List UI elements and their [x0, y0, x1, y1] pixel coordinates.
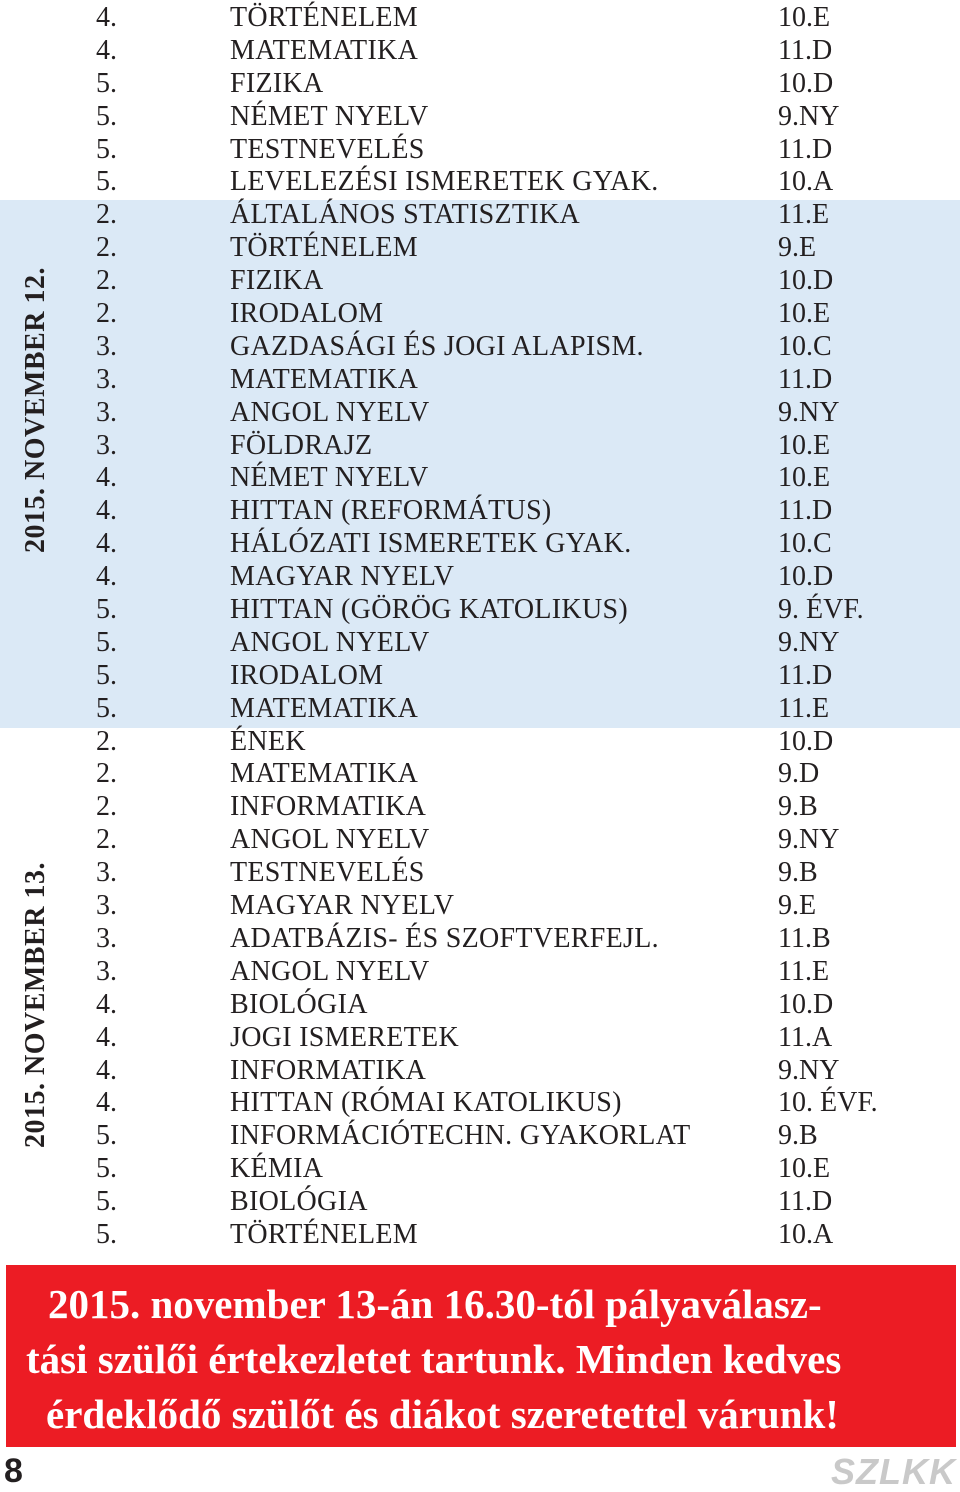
lesson-hour: 2. — [96, 824, 117, 856]
lesson-hour: 3. — [96, 890, 117, 922]
subject-name: NÉMET NYELV — [230, 462, 429, 494]
table-row — [0, 134, 960, 167]
subject-name: IRODALOM — [230, 659, 384, 691]
subject-name: TÖRTÉNELEM — [230, 232, 418, 264]
lesson-hour: 5. — [96, 1153, 117, 1185]
table-row — [0, 101, 960, 134]
table-row — [0, 1186, 960, 1219]
table-row — [0, 166, 960, 199]
table-row — [0, 824, 960, 857]
table-row — [0, 561, 960, 594]
class-name: 9.B — [778, 857, 818, 889]
lesson-hour: 3. — [96, 922, 117, 954]
table-row — [0, 791, 960, 824]
class-name: 10.D — [778, 67, 834, 99]
table-row — [0, 2, 960, 35]
table-row — [0, 364, 960, 397]
class-name: 10.C — [778, 330, 832, 362]
table-row — [0, 890, 960, 923]
table-row — [0, 989, 960, 1022]
table-row — [0, 726, 960, 759]
class-name: 9.B — [778, 1120, 818, 1152]
table-row — [0, 397, 960, 430]
lesson-hour: 3. — [96, 857, 117, 889]
class-name: 11.E — [778, 955, 830, 987]
subject-name: ÁLTALÁNOS STATISZTIKA — [230, 199, 580, 231]
class-name: 11.D — [778, 363, 833, 395]
table-row — [0, 232, 960, 265]
class-name: 10.D — [778, 265, 834, 297]
lesson-hour: 5. — [96, 133, 117, 165]
class-name: 10.C — [778, 528, 832, 560]
lesson-hour: 2. — [96, 199, 117, 231]
class-name: 11.E — [778, 199, 830, 231]
table-row — [0, 660, 960, 693]
lesson-hour: 3. — [96, 363, 117, 395]
subject-name: JOGI ISMERETEK — [230, 1021, 459, 1053]
subject-name: HITTAN (GÖRÖG KATOLIKUS) — [230, 594, 628, 626]
date-label-nov13-text: 2015. NOVEMBER 13. — [20, 862, 51, 1148]
subject-name: INFORMÁCIÓTECHN. GYAKORLAT — [230, 1120, 691, 1152]
subject-name: TESTNEVELÉS — [230, 857, 425, 889]
logo: SZLKK — [831, 1451, 956, 1492]
table-row — [0, 627, 960, 660]
table-row — [0, 1153, 960, 1186]
table-row — [0, 462, 960, 495]
table-row — [0, 528, 960, 561]
class-name: 9.B — [778, 791, 818, 823]
table-row — [0, 495, 960, 528]
lesson-hour: 2. — [96, 265, 117, 297]
table-row — [0, 956, 960, 989]
class-name: 10.E — [778, 429, 831, 461]
lesson-hour: 3. — [96, 955, 117, 987]
class-name: 9.NY — [778, 396, 840, 428]
table-row — [0, 923, 960, 956]
subject-name: ÉNEK — [230, 725, 306, 757]
subject-name: GAZDASÁGI ÉS JOGI ALAPISM. — [230, 330, 644, 362]
table-row — [0, 1087, 960, 1120]
table-row — [0, 430, 960, 463]
class-name: 11.D — [778, 1186, 833, 1218]
lesson-hour: 5. — [96, 67, 117, 99]
class-name: 9.D — [778, 758, 820, 790]
subject-name: MATEMATIKA — [230, 363, 419, 395]
table-row — [0, 1022, 960, 1055]
lesson-hour: 4. — [96, 1054, 117, 1086]
lesson-hour: 4. — [96, 988, 117, 1020]
class-name: 10.D — [778, 725, 834, 757]
subject-name: FIZIKA — [230, 265, 324, 297]
lesson-hour: 2. — [96, 758, 117, 790]
class-name: 10.E — [778, 462, 831, 494]
date-label-nov12-text: 2015. NOVEMBER 12. — [20, 267, 51, 553]
lesson-hour: 2. — [96, 725, 117, 757]
subject-name: NÉMET NYELV — [230, 100, 429, 132]
subject-name: FIZIKA — [230, 67, 324, 99]
class-name: 11.A — [778, 1021, 833, 1053]
lesson-hour: 4. — [96, 1021, 117, 1053]
subject-name: HÁLÓZATI ISMERETEK GYAK. — [230, 528, 632, 560]
class-name: 11.D — [778, 133, 833, 165]
table-row — [0, 331, 960, 364]
class-name: 11.E — [778, 692, 830, 724]
subject-name: ANGOL NYELV — [230, 955, 430, 987]
table-row — [0, 1120, 960, 1153]
class-name: 10.A — [778, 1218, 834, 1250]
table-row — [0, 265, 960, 298]
notice-line: tási szülői értekezletet tartunk. Minden kedves — [26, 1336, 842, 1382]
lesson-hour: 5. — [96, 594, 117, 626]
lesson-hour: 4. — [96, 462, 117, 494]
class-name: 10.A — [778, 166, 834, 198]
table-row — [0, 1055, 960, 1088]
table-row — [0, 857, 960, 890]
subject-name: TÖRTÉNELEM — [230, 2, 418, 33]
class-name: 9. ÉVF. — [778, 594, 864, 626]
class-name: 11.D — [778, 34, 833, 66]
subject-name: BIOLÓGIA — [230, 1186, 368, 1218]
subject-name: ANGOL NYELV — [230, 396, 430, 428]
lesson-hour: 4. — [96, 34, 117, 66]
lesson-hour: 4. — [96, 1087, 117, 1119]
lesson-hour: 2. — [96, 298, 117, 330]
subject-name: MATEMATIKA — [230, 692, 419, 724]
subject-name: INFORMATIKA — [230, 1054, 427, 1086]
subject-name: LEVELEZÉSI ISMERETEK GYAK. — [230, 166, 659, 198]
table-row — [0, 758, 960, 791]
subject-name: MAGYAR NYELV — [230, 561, 455, 593]
class-name: 9.E — [778, 232, 817, 264]
notice-box — [6, 1265, 956, 1447]
class-name: 10.E — [778, 1153, 831, 1185]
lesson-hour: 5. — [96, 166, 117, 198]
lesson-hour: 2. — [96, 791, 117, 823]
notice-line: 2015. november 13-án 16.30-tól pályaválasz- — [48, 1281, 822, 1327]
class-name: 9.NY — [778, 626, 840, 658]
lesson-hour: 4. — [96, 561, 117, 593]
lesson-hour: 5. — [96, 692, 117, 724]
subject-name: TESTNEVELÉS — [230, 133, 425, 165]
schedule-table — [0, 2, 960, 1252]
subject-name: ADATBÁZIS- ÉS SZOFTVERFEJL. — [230, 922, 659, 954]
lesson-hour: 5. — [96, 1120, 117, 1152]
lesson-hour: 5. — [96, 659, 117, 691]
lesson-hour: 5. — [96, 100, 117, 132]
lesson-hour: 5. — [96, 626, 117, 658]
lesson-hour: 4. — [96, 2, 117, 33]
subject-name: TÖRTÉNELEM — [230, 1218, 418, 1250]
subject-name: HITTAN (REFORMÁTUS) — [230, 495, 552, 527]
lesson-hour: 3. — [96, 429, 117, 461]
table-row — [0, 199, 960, 232]
lesson-hour: 3. — [96, 396, 117, 428]
class-name: 10.E — [778, 298, 831, 330]
lesson-hour: 4. — [96, 495, 117, 527]
class-name: 10. ÉVF. — [778, 1087, 878, 1119]
subject-name: INFORMATIKA — [230, 791, 427, 823]
page-number: 8 — [4, 1452, 23, 1490]
lesson-hour: 2. — [96, 232, 117, 264]
class-name: 11.D — [778, 659, 833, 691]
lesson-hour: 3. — [96, 330, 117, 362]
subject-name: MAGYAR NYELV — [230, 890, 455, 922]
subject-name: ANGOL NYELV — [230, 824, 430, 856]
class-name: 11.D — [778, 495, 833, 527]
class-name: 9.E — [778, 890, 817, 922]
table-row — [0, 35, 960, 68]
subject-name: KÉMIA — [230, 1153, 324, 1185]
table-row — [0, 594, 960, 627]
subject-name: IRODALOM — [230, 298, 384, 330]
subject-name: MATEMATIKA — [230, 34, 419, 66]
subject-name: BIOLÓGIA — [230, 988, 368, 1020]
lesson-hour: 5. — [96, 1186, 117, 1218]
subject-name: MATEMATIKA — [230, 758, 419, 790]
lesson-hour: 5. — [96, 1218, 117, 1250]
table-row — [0, 298, 960, 331]
class-name: 9.NY — [778, 824, 840, 856]
class-name: 10.D — [778, 561, 834, 593]
table-row — [0, 1219, 960, 1252]
notice-line: érdeklődő szülőt és diákot szeretettel várunk! — [46, 1391, 839, 1437]
class-name: 10.E — [778, 2, 831, 33]
subject-name: HITTAN (RÓMAI KATOLIKUS) — [230, 1087, 622, 1119]
table-row — [0, 693, 960, 726]
table-row — [0, 68, 960, 101]
class-name: 9.NY — [778, 100, 840, 132]
subject-name: ANGOL NYELV — [230, 626, 430, 658]
class-name: 11.B — [778, 922, 831, 954]
class-name: 9.NY — [778, 1054, 840, 1086]
lesson-hour: 4. — [96, 528, 117, 560]
class-name: 10.D — [778, 988, 834, 1020]
subject-name: FÖLDRAJZ — [230, 429, 373, 461]
